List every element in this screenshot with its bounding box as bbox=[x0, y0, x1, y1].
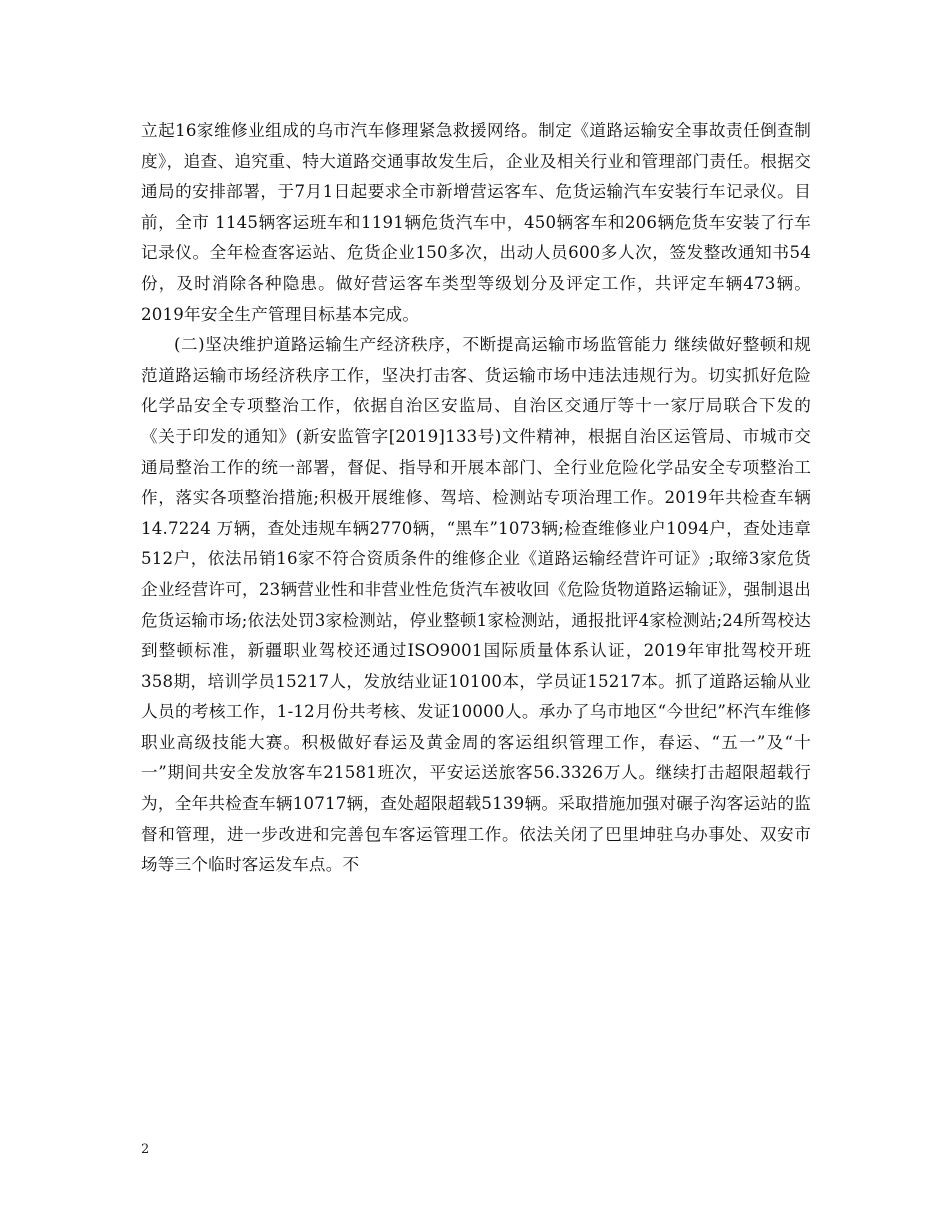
body-text bbox=[141, 116, 811, 881]
page-number: 2 bbox=[141, 1142, 150, 1157]
paragraph-2: (二)坚决维护道路运输生产经济秩序，不断提高运输市场监管能力 继续做好整顿和规范道路运输市场经济秩序工作，坚决打击客、货运输市场中违法违规行为。切实抓好危险化学品安全专项整治工作，依据自治区安监局、自治区交通厅等十一家厅局联合下发的《关于印发的通知》(新安监管字[2019]133号)文件精神，根据自治区运管局、市城市交通局整治工作的统一部署，督促、指导和开展本部门、全行业危险化学品安全专项整治工作，落实各项整治措施;积极开展维修、驾培、检测站专项治理工作。2019年共检查车辆14.7224 万辆，查处违规车辆2770辆，“黑车”1073辆;检查维修业户1094户，查处违章512户，依法吊销16家不符合资质条件的维修企业《道路运输经营许可证》;取缔3家危货企业经营许可，23辆营业性和非营业性危货汽车被收回《危险货物道路运输证》，强制退出危货运输市场;依法处罚3家检测站，停业整顿1家检测站，通报批评4家检测站;24所驾校达到整顿标准，新疆职业驾校还通过ISO9001国际质量体系认证，2019年审批驾校开班358期，培训学员15217人，发放结业证10100本，学员证15217本。抓了道路运输从业人员的考核工作，1-12月份共考核、发证10000人。承办了乌市地区“今世纪”杯汽车维修职业高级技能大赛。积极做好春运及黄金周的客运组织管理工作，春运、“五一”及“十一”期间共安全发放客车21581班次，平安运送旅客56.3326万人。继续打击超限超载行为，全年共检查车辆10717辆，查处超限超载5139辆。采取措施加强对碾子沟客运站的监督和管理，进一步改进和完善包车客运管理工作。依法关闭了巴里坤驻乌办事处、双安市场等三个临时客运发车点。不 bbox=[141, 335, 811, 875]
paragraph-1: 立起16家维修业组成的乌市汽车修理紧急救援网络。制定《道路运输安全事故责任倒查制度》，追查、追究重、特大道路交通事故发生后，企业及相关行业和管理部门责任。根据交通局的安排部署，于7月1日起要求全市新增营运客车、危货运输汽车安装行车记录仪。目前，全市 1145辆客运班车和1191辆危货汽车中，450辆客车和206辆危货车安装了行车记录仪。全年检查客运站、危货企业150多次，出动人员600多人次，签发整改通知书54份，及时消除各种隐患。做好营运客车类型等级划分及评定工作，共评定车辆473辆。2019年安全生产管理目标基本完成。 bbox=[141, 121, 811, 324]
